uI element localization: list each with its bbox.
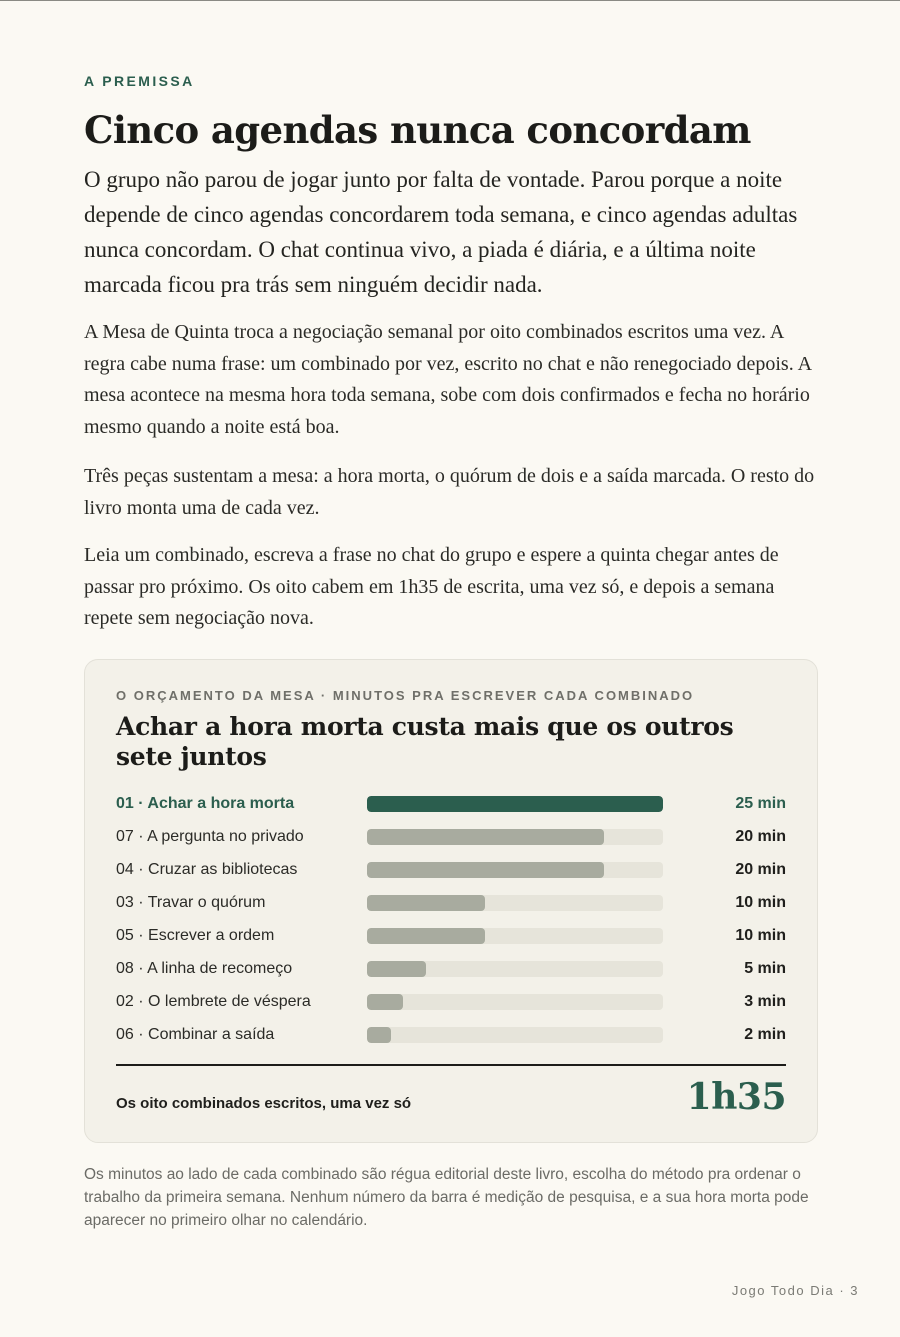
bar-row <box>116 793 786 826</box>
bar-fill <box>367 961 426 977</box>
bar-track <box>367 994 663 1010</box>
bar-value-label: 10 min <box>735 927 786 944</box>
section-eyebrow: A PREMISSA <box>84 73 195 89</box>
total-label: Os oito combinados escritos, uma vez só <box>116 1095 412 1112</box>
bar-track <box>367 796 663 812</box>
bar-fill <box>367 928 485 944</box>
bar-fill <box>367 862 604 878</box>
bar-fill <box>367 1027 391 1043</box>
total-value: 1h35 <box>686 1076 786 1118</box>
bar-value-label: 2 min <box>744 1026 786 1043</box>
footnote: Os minutos ao lado de cada combinado são régua editorial deste livro, escolha do método pra ordenar o trabalho da primeira semana. Nenhum número da barra é medição de pesquisa, e a sua hora morta pode aparecer no primeiro olhar no calendário. <box>84 1166 809 1229</box>
bar-label: 08 · A linha de recomeço <box>116 960 293 977</box>
card-title: Achar a hora morta custa mais que os outros sete juntos <box>116 712 734 771</box>
bar-label: 01 · Achar a hora morta <box>116 795 295 812</box>
bar-row <box>116 859 786 892</box>
bar-label: 06 · Combinar a saída <box>116 1026 275 1043</box>
bar-track <box>367 862 663 878</box>
bar-row <box>116 991 786 1024</box>
bar-value-label: 25 min <box>735 795 786 812</box>
bar-label: 04 · Cruzar as bibliotecas <box>116 861 298 878</box>
card-eyebrow: O ORÇAMENTO DA MESA · MINUTOS PRA ESCREVER CADA COMBINADO <box>116 688 695 703</box>
body-paragraph: A Mesa de Quinta troca a negociação semanal por oito combinados escritos uma vez. A regra cabe numa frase: um combinado por vez, escrito no chat e não renegociado depois. A mesa acontece na mesma hora toda semana, sobe com dois confirmados e fecha no horário mesmo quando a noite está boa. <box>84 321 811 438</box>
bar-track <box>367 1027 663 1043</box>
bar-value-label: 3 min <box>744 993 786 1010</box>
section-title: Cinco agendas nunca concordam <box>84 108 751 152</box>
total-divider <box>116 1064 786 1066</box>
page-footer: Jogo Todo Dia · 3 <box>731 1283 859 1298</box>
top-border <box>0 0 900 1</box>
bar-track <box>367 829 663 845</box>
bar-fill <box>367 796 663 812</box>
body-paragraph: Três peças sustentam a mesa: a hora morta, o quórum de dois e a saída marcada. O resto do livro monta uma de cada vez. <box>84 465 815 519</box>
bar-row <box>116 826 786 859</box>
bar-track <box>367 895 663 911</box>
bar-row <box>116 925 786 958</box>
body-paragraph: Leia um combinado, escreva a frase no chat do grupo e espere a quinta chegar antes de passar pro próximo. Os oito cabem em 1h35 de escrita, uma vez só, e depois a semana repete sem negociação nova. <box>84 544 779 629</box>
bar-value-label: 5 min <box>744 960 786 977</box>
bar-label: 07 · A pergunta no privado <box>116 828 304 845</box>
bar-fill <box>367 895 485 911</box>
bar-label: 02 · O lembrete de véspera <box>116 993 311 1010</box>
bar-value-label: 10 min <box>735 894 786 911</box>
bar-value-label: 20 min <box>735 861 786 878</box>
bar-track <box>367 961 663 977</box>
bar-chart <box>116 793 786 1057</box>
bar-row <box>116 892 786 925</box>
bar-row <box>116 958 786 991</box>
bar-track <box>367 928 663 944</box>
bar-fill <box>367 994 403 1010</box>
budget-card <box>84 659 818 1143</box>
bar-fill <box>367 829 604 845</box>
bar-label: 05 · Escrever a ordem <box>116 927 275 944</box>
lead-paragraph: O grupo não parou de jogar junto por falta de vontade. Parou porque a noite depende de cinco agendas concordarem toda semana, e cinco agendas adultas nunca concordam. O chat continua vivo, a piada é diária, e a última noite marcada ficou pra trás sem ninguém decidir nada. <box>84 167 798 297</box>
bar-label: 03 · Travar o quórum <box>116 894 266 911</box>
bar-row <box>116 1024 786 1057</box>
bar-value-label: 20 min <box>735 828 786 845</box>
